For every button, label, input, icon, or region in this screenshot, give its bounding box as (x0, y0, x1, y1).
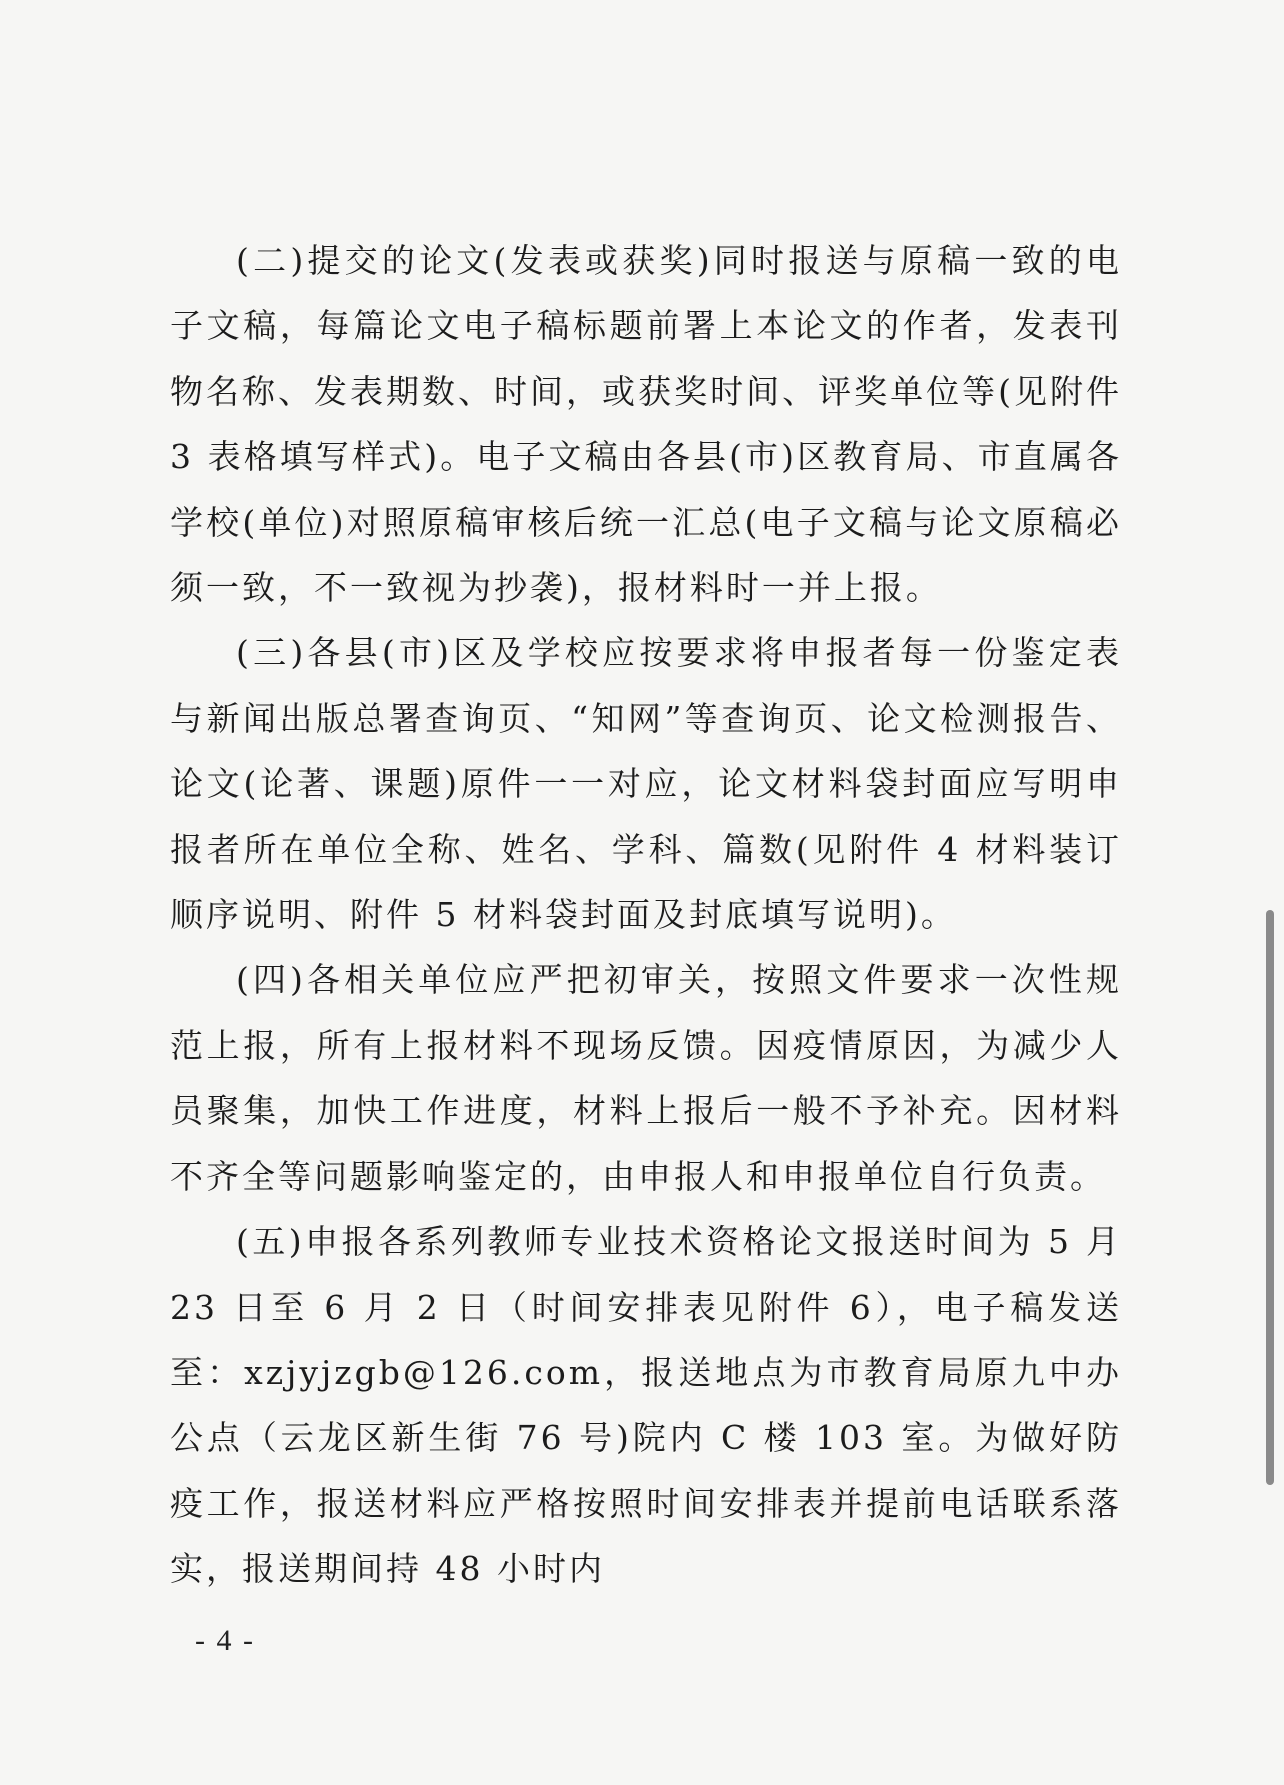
paragraph-2: (二)提交的论文(发表或获奖)同时报送与原稿一致的电子文稿，每篇论文电子稿标题前署上本论文的作者，发表刊物名称、发表期数、时间，或获奖时间、评奖单位等(见附件 3 表格填写样式)。电子文稿由各县(市)区教育局、市直属各学校(单位)对照原稿审核后统一汇总(电子文稿与论文原稿必须一致，不一致视为抄袭)，报材料时一并上报。 (170, 241, 1122, 608)
vertical-scrollbar[interactable] (1266, 910, 1274, 1485)
page-number: - 4 - (195, 1624, 255, 1657)
paragraph-5: (五)申报各系列教师专业技术资格论文报送时间为 5 月 23 日至 6 月 2 日（时间安排表见附件 6），电子稿发送至：xzjyjzgb@126.com，报送地点为市教育局原九中办公点（云龙区新生街 76 号)院内 C 楼 103 室。为做好防疫工作，报送材料应严格按照时间安排表并提前电话联系落实，报送期间持 48 小时内 (170, 1222, 1122, 1589)
document-body (170, 228, 1122, 1602)
paragraph-3: (三)各县(市)区及学校应按要求将申报者每一份鉴定表与新闻出版总署查询页、“知网”等查询页、论文检测报告、论文(论著、课题)原件一一对应，论文材料袋封面应写明申报者所在单位全称、姓名、学科、篇数(见附件 4 材料装订顺序说明、附件 5 材料袋封面及封底填写说明)。 (170, 633, 1122, 935)
paragraph-4: (四)各相关单位应严把初审关，按照文件要求一次性规范上报，所有上报材料不现场反馈。因疫情原因，为减少人员聚集，加快工作进度，材料上报后一般不予补充。因材料不齐全等问题影响鉴定的，由申报人和申报单位自行负责。 (170, 960, 1122, 1196)
